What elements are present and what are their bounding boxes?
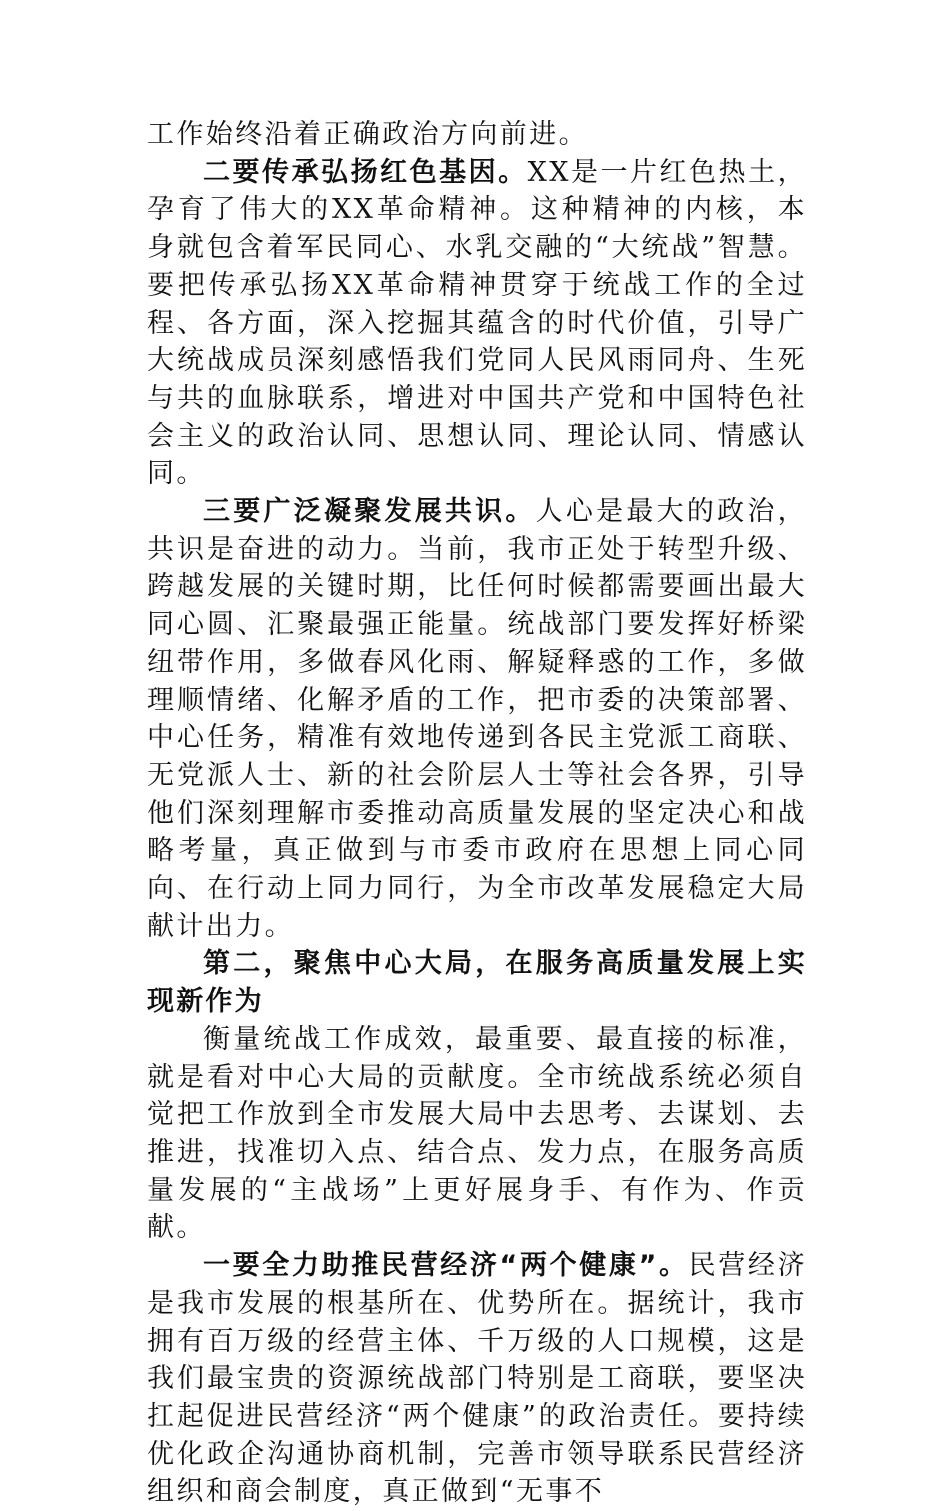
paragraph-body: 民营经济是我市发展的根基所在、优势所在。据统计，我市拥有百万级的经营主体、千万级的人口规模，这是我们最宝贵的资源统战部门特别是工商联，要坚决扛起促进民营经济“两个健康”的政治责任。要持续优化政企沟通协商机制，完善市领导联系民营经济组织和商会制度，真正做到“无事不: [147, 1250, 807, 1508]
paragraph-red-gene: [147, 154, 807, 493]
paragraph-lead: 一要全力助推民营经济“两个健康”。: [203, 1250, 689, 1282]
paragraph-private-economy: [147, 1247, 807, 1511]
paragraph-measure: 衡量统战工作成效，最重要、最直接的标准，就是看对中心大局的贡献度。全市统战系统必须自觉把工作放到全市发展大局中去思考、去谋划、去推进，找准切入点、结合点、发力点，在服务高质量发展的“主战场”上更好展身手、有作为、作贡献。: [147, 1023, 807, 1244]
document-page: [147, 116, 807, 1511]
paragraph-lead: 二要传承弘扬红色基因。: [203, 156, 528, 188]
paragraph-continuation: 工作始终沿着正确政治方向前进。: [147, 119, 588, 150]
section-heading: 第二，聚焦中心大局，在服务高质量发展上实现新作为: [147, 948, 807, 1018]
paragraph-lead: 三要广泛凝聚发展共识。: [203, 496, 536, 528]
paragraph-body: 人心是最大的政治，共识是奋进的动力。当前，我市正处于转型升级、跨越发展的关键时期，比任何时候都需要画出最大同心圆、汇聚最强正能量。统战部门要发挥好桥梁纽带作用，多做春风化雨、解疑释惑的工作，多做理顺情绪、化解矛盾的工作，把市委的决策部署、中心任务，精准有效地传递到各民主党派工商联、无党派人士、新的社会阶层人士等社会各界，引导他们深刻理解市委推动高质量发展的坚定决心和战略考量，真正做到与市委市政府在思想上同心同向、在行动上同力同行，为全市改革发展稳定大局献计出力。: [147, 496, 807, 942]
paragraph-body: XX是一片红色热土，孕育了伟大的XX革命精神。这种精神的内核，本身就包含着军民同心、水乳交融的“大统战”智慧。要把传承弘扬XX革命精神贯穿于统战工作的全过程、各方面，深入挖掘其蕴含的时代价值，引导广大统战成员深刻感悟我们党同人民风雨同舟、生死与共的血脉联系，增进对中国共产党和中国特色社会主义的政治认同、思想认同、理论认同、情感认同。: [147, 156, 807, 490]
paragraph-consensus: [147, 493, 807, 945]
